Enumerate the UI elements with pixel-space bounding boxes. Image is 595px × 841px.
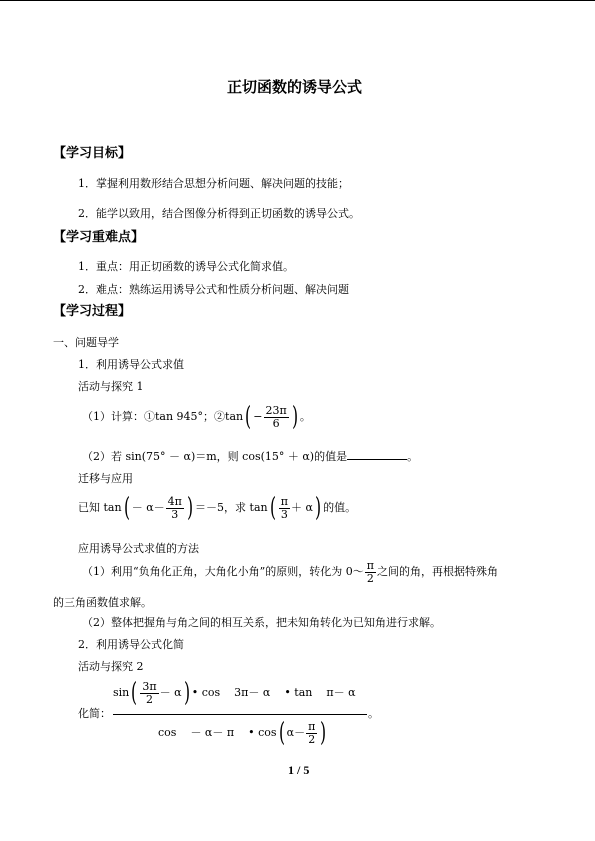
page-title: 正切函数的诱导公式 (227, 78, 363, 96)
right-paren: ) (291, 402, 298, 432)
den-cos: cos (158, 726, 177, 739)
num-cos-arg: 3π－ α (234, 686, 271, 699)
fraction-denominator: 2 (146, 692, 154, 706)
left-paren: ( (269, 493, 276, 523)
activity-2-label: 活动与探究 2 (78, 660, 144, 673)
question-1-prefix: （1）计算：①tan 945°；②tan (82, 410, 244, 423)
transfer-problem (78, 493, 356, 523)
fraction-bar (113, 714, 367, 715)
right-paren: ) (314, 493, 322, 523)
den-alpha: α－ (286, 726, 306, 739)
answer-blank (347, 449, 407, 460)
question-1-suffix: 。 (299, 410, 311, 423)
question-2-end: 。 (407, 450, 419, 463)
transfer-label: 迁移与应用 (78, 472, 133, 485)
fraction-denominator: 2 (366, 571, 374, 585)
fraction-pi-over-3 (279, 496, 290, 521)
question-2-text: （2）若 sin(75° － α)＝m，则 cos(15° ＋ α)的值是 (82, 450, 348, 463)
fraction-denominator: 2 (308, 732, 316, 746)
question-2 (82, 449, 418, 464)
simplify-label: 化简： (78, 707, 111, 720)
subsection-2-title: 2．利用诱导公式化简 (78, 638, 184, 651)
transfer-mid: ＝－5，求 tan (195, 501, 268, 514)
den-cos-arg: － α－ π (190, 726, 235, 739)
method-1 (82, 557, 498, 587)
method-2: （2）整体把握角与角之间的相互关系，把未知角转化为已知角进行求解。 (82, 616, 441, 629)
expression-denominator (158, 718, 329, 748)
fraction-numerator: 23π (265, 403, 287, 417)
keypoints-heading: 【学习重难点】 (53, 230, 145, 245)
page-number: 1 / 5 (288, 763, 310, 777)
top-border-line (0, 0, 595, 1)
fraction-denominator: 3 (280, 507, 288, 521)
num-cos: • cos (191, 686, 221, 699)
num-sin: sin (113, 686, 130, 699)
objective-item-1: 1．掌握利用数形结合思想分析问题、解决问题的技能； (78, 177, 349, 190)
method-1-part-a: （1）利用“负角化正角，大角化小角”的原则，转化为 0～ (82, 565, 364, 578)
method-title: 应用诱导公式求值的方法 (78, 542, 199, 555)
left-paren: ( (245, 402, 252, 432)
fraction-23pi-over-6 (264, 405, 289, 430)
num-tan: • tan (284, 686, 313, 699)
num-alpha: － α (159, 686, 182, 699)
den-cos-2: • cos (248, 726, 277, 739)
right-paren: ) (320, 718, 327, 748)
fraction-denominator: 6 (272, 416, 280, 430)
transfer-inner: － α－ (131, 501, 165, 514)
subsection-1-title: 1．利用诱导公式求值 (78, 358, 184, 371)
transfer-prefix: 已知 tan (78, 501, 122, 514)
fraction-3pi-over-2 (140, 681, 158, 706)
fraction-pi-over-2-den (306, 721, 317, 746)
simplify-end: 。 (368, 707, 379, 720)
method-1-part-b: 之间的角，再根据特殊角 (376, 565, 498, 578)
fraction-pi-over-2 (365, 560, 376, 585)
right-paren: ) (186, 493, 194, 523)
fraction-numerator: π (280, 494, 288, 508)
right-paren: ) (183, 678, 190, 708)
keypoint-item-1: 1．重点：用正切函数的诱导公式化简求值。 (78, 260, 294, 273)
fraction-numerator: 3π (142, 679, 157, 693)
minus-sign: − (253, 410, 263, 423)
fraction-numerator: 4π (167, 494, 182, 508)
question-1 (82, 402, 311, 432)
transfer-suffix: 的值。 (323, 501, 357, 514)
part1-heading: 一、问题导学 (53, 336, 119, 349)
objectives-heading: 【学习目标】 (53, 146, 132, 161)
left-paren: ( (131, 678, 138, 708)
fraction-4pi-over-3 (166, 496, 184, 521)
transfer-inner-2: ＋ α (291, 501, 313, 514)
expression-numerator (113, 678, 356, 708)
objective-item-2: 2．能学以致用，结合图像分析得到正切函数的诱导公式。 (78, 207, 360, 220)
fraction-numerator: π (308, 719, 316, 733)
method-1-continuation: 的三角函数值求解。 (53, 596, 152, 609)
left-paren: ( (123, 493, 130, 523)
num-tan-arg: π－ α (326, 686, 356, 699)
left-paren: ( (278, 718, 285, 748)
keypoint-item-2: 2．难点：熟练运用诱导公式和性质分析问题、解决问题 (78, 283, 349, 296)
activity-1-label: 活动与探究 1 (78, 380, 144, 393)
process-heading: 【学习过程】 (53, 304, 132, 319)
fraction-denominator: 3 (171, 507, 179, 521)
fraction-numerator: π (366, 558, 374, 572)
